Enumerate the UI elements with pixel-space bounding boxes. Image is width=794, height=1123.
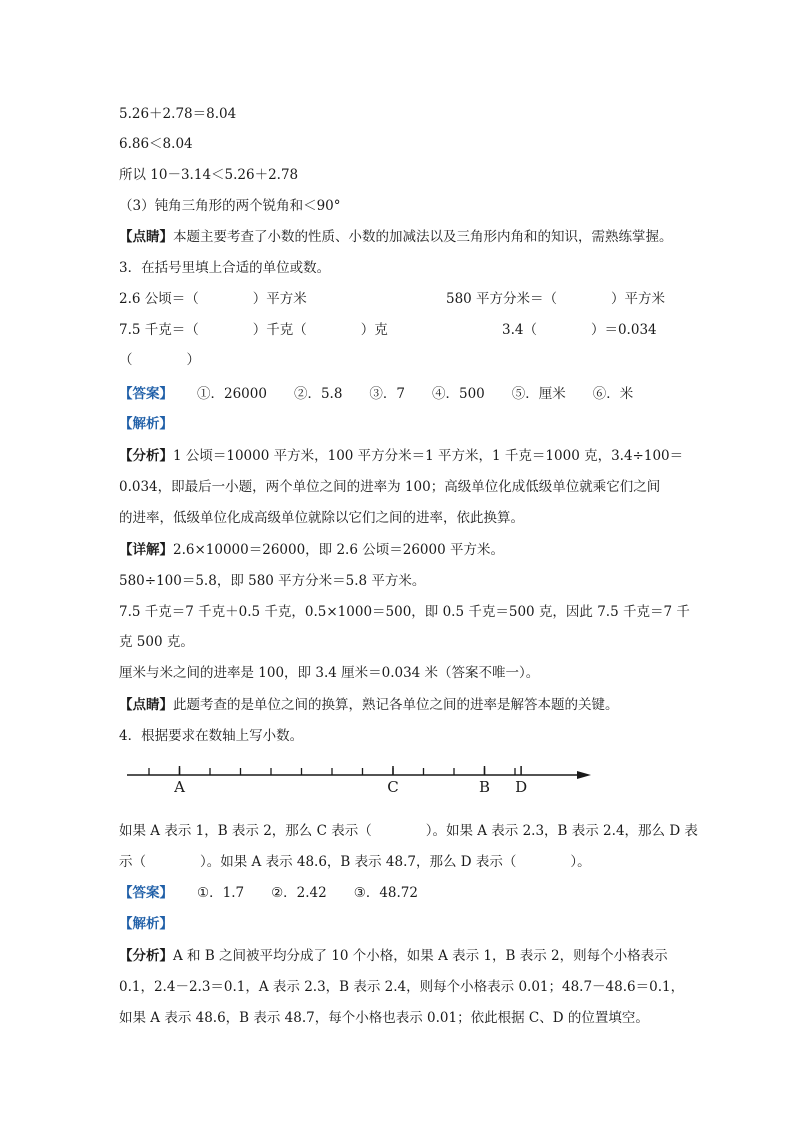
answer-text: ①．26000 ②．5.8 ③．7 ④．500 ⑤．厘米 ⑥．米 [197, 386, 634, 402]
text-line: 克 500 克。 [119, 634, 194, 650]
q4-question-line: 如果 A 表示 1，B 表示 2，那么 C 表示（ ）。如果 A 表示 2.3，B 表示 2.4，那么 D 表 [119, 823, 698, 839]
point-label-d: D [515, 778, 528, 796]
number-line-diagram [119, 760, 599, 800]
dianjing-text: 此题考查的是单位之间的换算，熟记各单位之间的进率是解答本题的关键。 [173, 697, 619, 713]
text-line: 0.034，即最后一小题，两个单位之间的进率为 100；高级单位化成低级单位就乘它们之间 [119, 479, 661, 495]
dianjing-paragraph [119, 227, 673, 247]
dianjing-label: 【点睛】 [119, 229, 173, 245]
text-line: 的进率，低级单位化成高级单位就除以它们之间的进率，依此换算。 [119, 510, 524, 526]
q4-question-line: 示（ ）。如果 A 表示 48.6，B 表示 48.7，那么 D 表示（ ）。 [119, 854, 591, 870]
analysis-paragraph [119, 446, 683, 466]
q3-item-1: 2.6 公顷＝（ ）平方米 [119, 291, 307, 307]
detail-text: 2.6×10000＝26000，即 2.6 公顷＝26000 平方米。 [173, 542, 504, 558]
text-line: 580÷100＝5.8，即 580 平方分米＝5.8 平方米。 [119, 573, 426, 589]
text-line: 所以 10－3.14＜5.26＋2.78 [119, 167, 299, 183]
point-label-b: B [478, 778, 491, 796]
dianjing-label: 【点睛】 [119, 697, 173, 713]
point-label-c: C [387, 778, 399, 796]
question-4-title: 4．根据要求在数轴上写小数。 [119, 728, 304, 744]
question-3-title: 3．在括号里填上合适的单位或数。 [119, 260, 331, 276]
point-label-a: A [174, 778, 185, 796]
number-line-arrow [577, 771, 591, 779]
analysis-text: A 和 B 之间被平均分成了 10 个小格，如果 A 表示 1，B 表示 2，则每个小格表示 [173, 948, 668, 964]
jiexi-label: 【解析】 [119, 916, 173, 932]
q3-item-4-cont: （ ） [119, 352, 200, 368]
q3-item-2: 580 平方分米＝（ ）平方米 [446, 291, 666, 307]
q3-item-4: 3.4（ ）＝0.034 [502, 322, 657, 338]
dianjing-paragraph [119, 695, 619, 715]
answer-paragraph [119, 384, 633, 404]
dianjing-text: 本题主要考查了小数的性质、小数的加减法以及三角形内角和的知识，需熟练掌握。 [173, 229, 673, 245]
answer-label: 【答案】 [119, 885, 173, 901]
text-line: 6.86＜8.04 [119, 136, 193, 152]
analysis-paragraph [119, 946, 668, 966]
analysis-text: 1 公顷＝10000 平方米，100 平方分米＝1 平方米，1 千克＝1000 克，3.4÷100＝ [173, 448, 684, 464]
answer-label: 【答案】 [119, 386, 173, 402]
analysis-label: 【分析】 [119, 448, 173, 464]
answer-text: ①．1.7 ②．2.42 ③．48.72 [197, 885, 418, 901]
q3-item-3: 7.5 千克＝（ ）千克（ ）克 [119, 322, 388, 338]
analysis-label: 【分析】 [119, 948, 173, 964]
detail-label: 【详解】 [119, 542, 173, 558]
text-line: 5.26＋2.78＝8.04 [119, 106, 237, 122]
detail-paragraph [119, 540, 504, 560]
text-line: 如果 A 表示 48.6，B 表示 48.7，每个小格也表示 0.01；依此根据 C、D 的位置填空。 [119, 1010, 649, 1026]
text-line: （3）钝角三角形的两个锐角和＜90° [119, 198, 341, 214]
text-line: 7.5 千克＝7 千克＋0.5 千克，0.5×1000＝500，即 0.5 千克＝500 克，因此 7.5 千克＝7 千 [119, 604, 690, 620]
jiexi-label: 【解析】 [119, 416, 173, 432]
text-line: 0.1，2.4－2.3＝0.1，A 表示 2.3，B 表示 2.4，则每个小格表示 0.01；48.7－48.6＝0.1， [119, 979, 685, 995]
text-line: 厘米与米之间的进率是 100，即 3.4 厘米＝0.034 米（答案不唯一）。 [119, 665, 540, 681]
answer-paragraph [119, 883, 418, 903]
